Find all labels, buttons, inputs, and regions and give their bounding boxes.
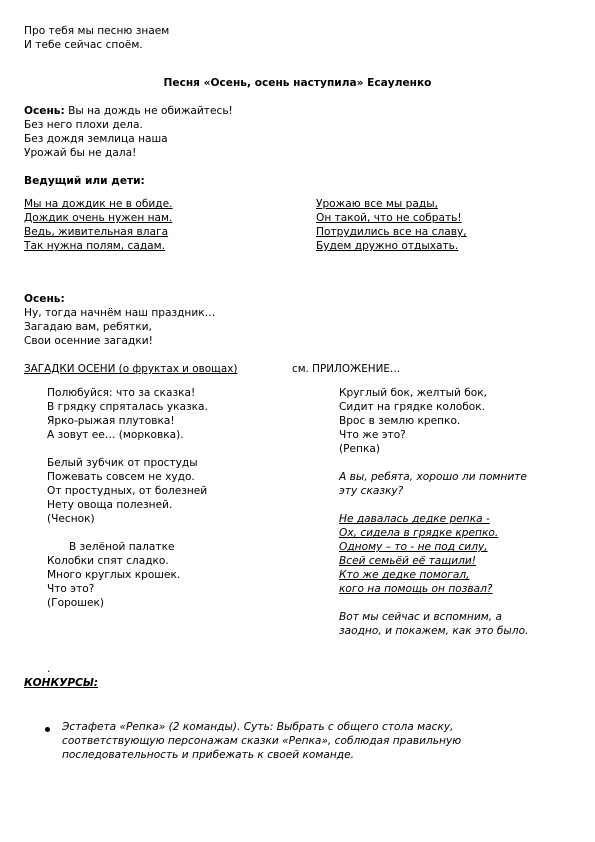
question-line: эту сказку?: [339, 485, 404, 497]
riddles-heading: ЗАГАДКИ ОСЕНИ (о фруктах и овощах): [24, 363, 238, 375]
speech-line: Ну, тогда начнём наш праздник…: [24, 307, 216, 319]
intro-line: И тебе сейчас споём.: [24, 39, 143, 51]
contest-item-line: Эстафета «Репка» (2 команды). Суть: Выбрать с общего стола маску,: [62, 721, 454, 733]
riddle-line: Что это?: [47, 583, 95, 595]
closing-line: Вот мы сейчас и вспомним, а: [339, 611, 502, 623]
verse-line: Урожаю все мы рады,: [316, 198, 438, 210]
poem-line: Кто же дедке помогал,: [339, 569, 470, 581]
riddle-line: Белый зубчик от простуды: [47, 457, 198, 469]
contest-item-line: соответствующую персонажам сказки «Репка», соблюдая правильную: [62, 735, 462, 747]
autumn-first-line: [24, 104, 233, 118]
verse-line: Так нужна полям, садам.: [24, 240, 166, 252]
host-heading: Ведущий или дети:: [24, 175, 145, 187]
poem-line: Одному – то - не под силу,: [339, 541, 488, 553]
verse-line: Дождик очень нужен нам.: [24, 212, 173, 224]
riddle-line: Ярко-рыжая плутовка!: [47, 415, 175, 427]
verse-line: Ведь, живительная влага: [24, 226, 169, 238]
question-line: А вы, ребята, хорошо ли помните: [339, 471, 527, 483]
riddle-line: Сидит на грядке колобок.: [339, 401, 486, 413]
riddle-line: Колобки спят сладко.: [47, 555, 169, 567]
riddle-line: Круглый бок, желтый бок,: [339, 387, 488, 399]
speech-line: Без него плохи дела.: [24, 119, 143, 131]
bullet-icon: [45, 727, 50, 732]
contests-heading: КОНКУРСЫ:: [24, 677, 99, 689]
speaker-label: Осень:: [24, 293, 65, 305]
speaker-label: Осень:: [24, 105, 65, 117]
riddle-line: А зовут ее… (морковка).: [47, 429, 184, 441]
riddle-line: Много круглых крошек.: [47, 569, 181, 581]
riddle-line: Пожевать совсем не худо.: [47, 471, 195, 483]
riddle-line: В зелёной палатке: [69, 541, 175, 553]
riddles-see-appendix: см. ПРИЛОЖЕНИЕ…: [292, 363, 401, 375]
riddle-line: Полюбуйся: что за сказка!: [47, 387, 196, 399]
verse-line: Мы на дождик не в обиде.: [24, 198, 173, 210]
riddle-line: В грядку спряталась указка.: [47, 401, 208, 413]
song-title: Песня «Осень, осень наступила» Есауленко: [163, 77, 432, 89]
verse-line: Он такой, что не собрать!: [316, 212, 462, 224]
riddle-line: Врос в землю крепко.: [339, 415, 461, 427]
poem-line: Всей семьёй её тащили!: [339, 555, 477, 567]
verse-line: Потрудились все на славу,: [316, 226, 467, 238]
riddle-line: Что же это?: [339, 429, 406, 441]
poem-line: кого на помощь он позвал?: [339, 583, 493, 595]
speech-line: Урожай бы не дала!: [24, 147, 137, 159]
verse-line: Будем дружно отдыхать.: [316, 240, 459, 252]
poem-line: Ох, сидела в грядке крепко.: [339, 527, 499, 539]
riddle-line: (Горошек): [47, 597, 105, 609]
closing-line: заодно, и покажем, как это было.: [339, 625, 529, 637]
stray-dot: .: [47, 663, 51, 675]
riddle-line: (Чеснок): [47, 513, 95, 525]
speech-line: Загадаю вам, ребятки,: [24, 321, 152, 333]
poem-line: Не давалась дедке репка -: [339, 513, 490, 525]
riddle-line: (Репка): [339, 443, 380, 455]
riddle-line: Нету овоща полезней.: [47, 499, 173, 511]
speech-text: Вы на дождь не обижайтесь!: [64, 105, 233, 117]
riddle-line: От простудных, от болезней: [47, 485, 208, 497]
speech-line: Без дождя землица наша: [24, 133, 168, 145]
intro-line: Про тебя мы песню знаем: [24, 25, 170, 37]
contest-item-line: последовательность и прибежать к своей команде.: [62, 749, 355, 761]
speech-line: Свои осенние загадки!: [24, 335, 153, 347]
